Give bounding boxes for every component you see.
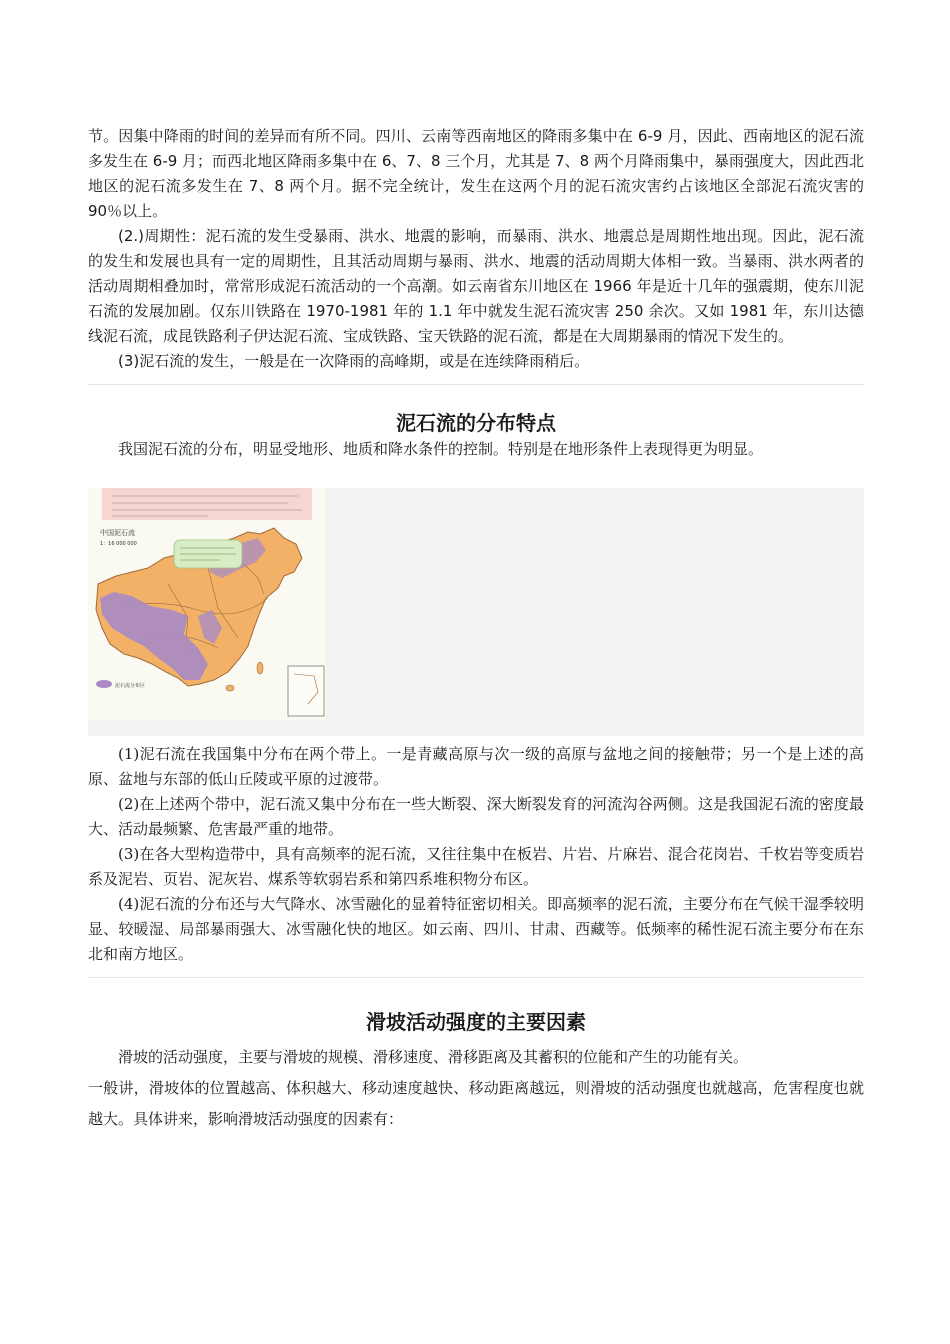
document-content [88, 124, 864, 1135]
map-legend-label: 泥石流分布区 [115, 683, 146, 689]
paragraph-rock-types: (3)在各大型构造带中，具有高频率的泥石流，又往往集中在板岩、片岩、片麻岩、混合花岗岩、千枚岩等变质岩系及泥岩、页岩、泥灰岩、煤系等软弱岩系和第四系堆积物分布区。 [88, 845, 864, 888]
paragraph-two-belts: (1)泥石流在我国集中分布在两个带上。一是青藏高原与次一级的高原与盆地之间的接触带；另一个是上述的高原、盆地与东部的低山丘陵或平原的过渡带。 [88, 745, 864, 788]
paragraph-peak-rain: (3)泥石流的发生，一般是在一次降雨的高峰期，或是在连续降雨稍后。 [118, 352, 590, 370]
section-title-landslide: 滑坡活动强度的主要因素 [366, 1010, 586, 1034]
map-scale: 1：16 000 000 [100, 541, 137, 547]
map-figure [88, 488, 864, 736]
china-debris-flow-map-image [88, 488, 326, 720]
section-divider [88, 384, 864, 385]
landslide-text-block [88, 1042, 864, 1135]
china-map-svg [88, 488, 326, 720]
map-title: 中国泥石流 [100, 529, 135, 537]
paragraph-distribution-intro: 我国泥石流的分布，明显受地形、地质和降水条件的控制。特别是在地形条件上表现得更为明显。 [118, 440, 764, 458]
section-title-distribution: 泥石流的分布特点 [396, 411, 556, 435]
paragraph-landslide-factors: 一般讲，滑坡体的位置越高、体积越大、移动速度越快、移动距离越远，则滑坡的活动强度也就越高，危害程度也就越大。具体讲来，影响滑坡活动强度的因素有： [88, 1079, 864, 1128]
paragraph-periodicity: (2.)周期性：泥石流的发生受暴雨、洪水、地震的影响，而暴雨、洪水、地震总是周期性地出现。因此，泥石流的发生和发展也具有一定的周期性，且其活动周期与暴雨、洪水、地震的活动周期大体相一致。当暴雨、洪水两者的活动周期相叠加时，常常形成泥石流活动的一个高潮。如云南省东川地区在 1966 年是近十几年的强震期，使东川泥石流的发展加剧。仅东川铁路在 1970-1981 年的 1.1 年中就发生泥石流灾害 250 余次。又如 1981 年，东川达德线泥石流，成昆铁路利子伊达泥石流、宝成铁路、宝天铁路的泥石流，都是在大周期暴雨的情况下发生的。 [88, 227, 864, 345]
paragraph-fault-zones: (2)在上述两个带中，泥石流又集中分布在一些大断裂、深大断裂发育的河流沟谷两侧。这是我国泥石流的密度最大、活动最频繁、危害最严重的地带。 [88, 795, 864, 838]
paragraph-precipitation: (4)泥石流的分布还与大气降水、冰雪融化的显着特征密切相关。即高频率的泥石流，主要分布在气候干湿季较明显、较暖湿、局部暴雨强大、冰雪融化快的地区。如云南、四川、甘肃、西藏等。低频率的稀性泥石流主要分布在东北和南方地区。 [88, 895, 864, 963]
paragraph-landslide-intensity: 滑坡的活动强度，主要与滑坡的规模、滑移速度、滑移距离及其蓄积的位能和产生的功能有关。 [118, 1048, 749, 1066]
paragraph-seasonality: 节。因集中降雨的时间的差异而有所不同。四川、云南等西南地区的降雨多集中在 6-9 月，因此、西南地区的泥石流多发生在 6-9 月；而西北地区降雨多集中在 6、7、8 三个月，尤其是 7、8 两个月降雨集中，暴雨强度大，因此西北地区的泥石流多发生在 7、8 两个月。据不完全统计，发生在这两个月的泥石流灾害约占该地区全部泥石流灾害的 90％以上。 [88, 127, 864, 220]
section-divider [88, 977, 864, 978]
